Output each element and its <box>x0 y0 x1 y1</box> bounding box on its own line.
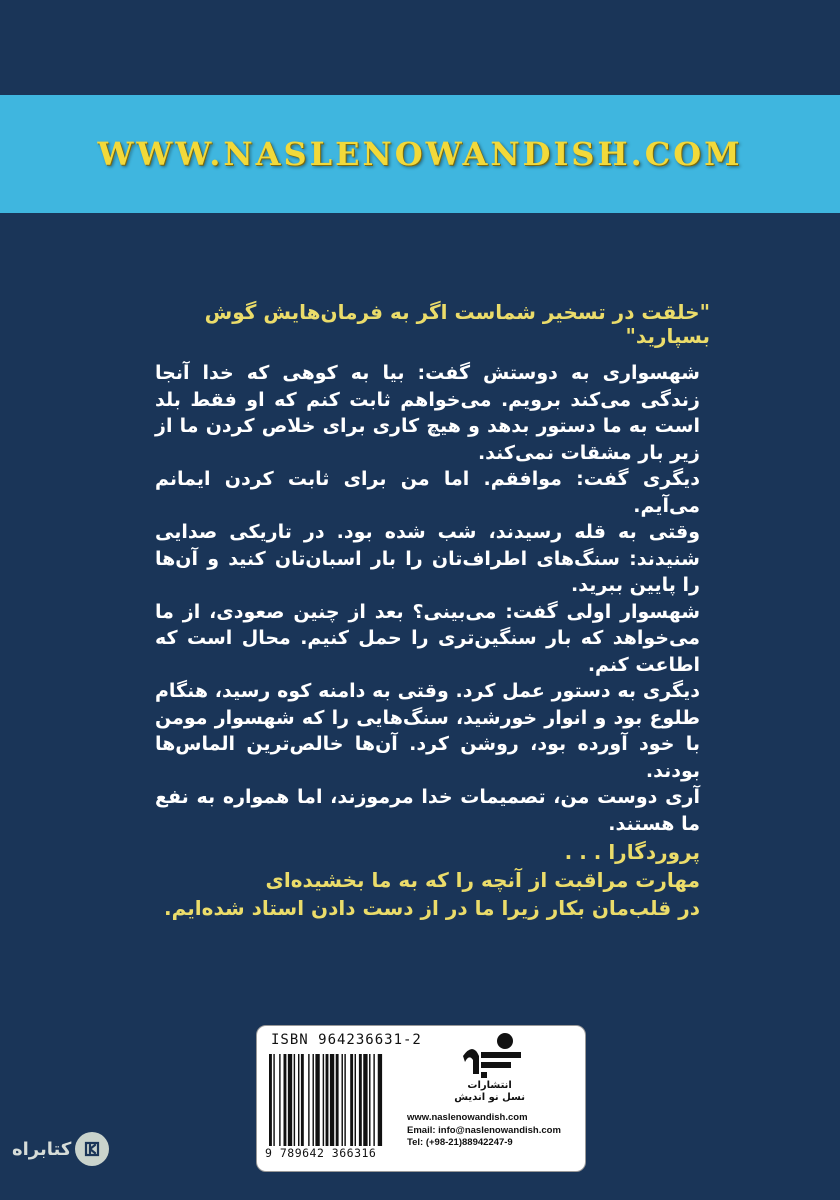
top-banner <box>0 95 840 213</box>
prayer-line: مهارت مراقبت از آنچه را که به ما بخشیده‌ای <box>265 868 700 892</box>
story-paragraph: وقتی به قله رسیدند، شب شده بود. در تاریکی صدایی شنیدند: سنگ‌های اطراف‌تان را بار اسبان‌تان کنید و آن‌ها را پایین ببرید. <box>155 521 700 596</box>
publisher-contact <box>407 1112 561 1150</box>
prayer-text <box>140 838 700 922</box>
title-quote: "خلقت در تسخیر شماست اگر به فرمان‌هایش گوش بسپارید" <box>204 300 710 348</box>
publisher-tel: Tel: (+98-21)88942247-9 <box>407 1137 513 1148</box>
story-paragraph: آری دوست من، تصمیمات خدا مرموزند، اما همواره به نفع ما هستند. <box>155 786 700 835</box>
prayer-line: پروردگارا . . . <box>564 840 700 864</box>
prayer-line: در قلب‌مان بکار زیرا ما در از دست دادن استاد شده‌ایم. <box>163 896 700 920</box>
barcode-label <box>256 1025 586 1172</box>
story-paragraph: شهسواری به دوستش گفت: بیا به کوهی که خدا آنجا زندگی می‌کند برویم. می‌خواهم ثابت کنم که او فقط بلد است به ما دستور بدهد و هیچ کاری برای خلاص کردن ما از زیر بار مشقات نمی‌کند. <box>155 362 700 464</box>
publisher-website: www.naslenowandish.com <box>407 1112 528 1123</box>
publisher-logo-icon <box>459 1032 525 1078</box>
website-url: WWW.NASLENOWANDISH.COM <box>97 135 743 173</box>
publisher-label: انتشارات <box>467 1080 512 1091</box>
publisher-name <box>454 1080 525 1104</box>
story-text <box>155 360 700 837</box>
story-paragraph: دیگری گفت: موافقم. اما من برای ثابت کردن ایمانم می‌آیم. <box>155 468 700 517</box>
barcode-bars <box>269 1054 409 1146</box>
story-paragraph: دیگری به دستور عمل کرد. وقتی به دامنه کوه رسید، هنگام طلوع بود و انوار خورشید، سنگ‌هایی را که شهسوار مومن با خود آورده بود، روشن کرد. آن‌ها خالص‌ترین الماس‌ها بودند. <box>155 680 700 782</box>
watermark-logo <box>12 1132 109 1166</box>
publisher-email: Email: info@naslenowandish.com <box>407 1124 561 1136</box>
ean-number: 9 789642 366316 <box>265 1146 377 1160</box>
story-paragraph: شهسوار اولی گفت: می‌بینی؟ بعد از چنین صعودی، از ما می‌خواهد که بار سنگین‌تری را حمل کنیم. محال است که اطاعت کنم. <box>155 600 700 676</box>
isbn-number: ISBN 964236631-2 <box>271 1032 422 1048</box>
watermark-text: کتابراه <box>12 1138 72 1160</box>
publisher-title: نسل نو اندیش <box>454 1092 525 1103</box>
ketabrah-logo-icon <box>75 1132 109 1166</box>
